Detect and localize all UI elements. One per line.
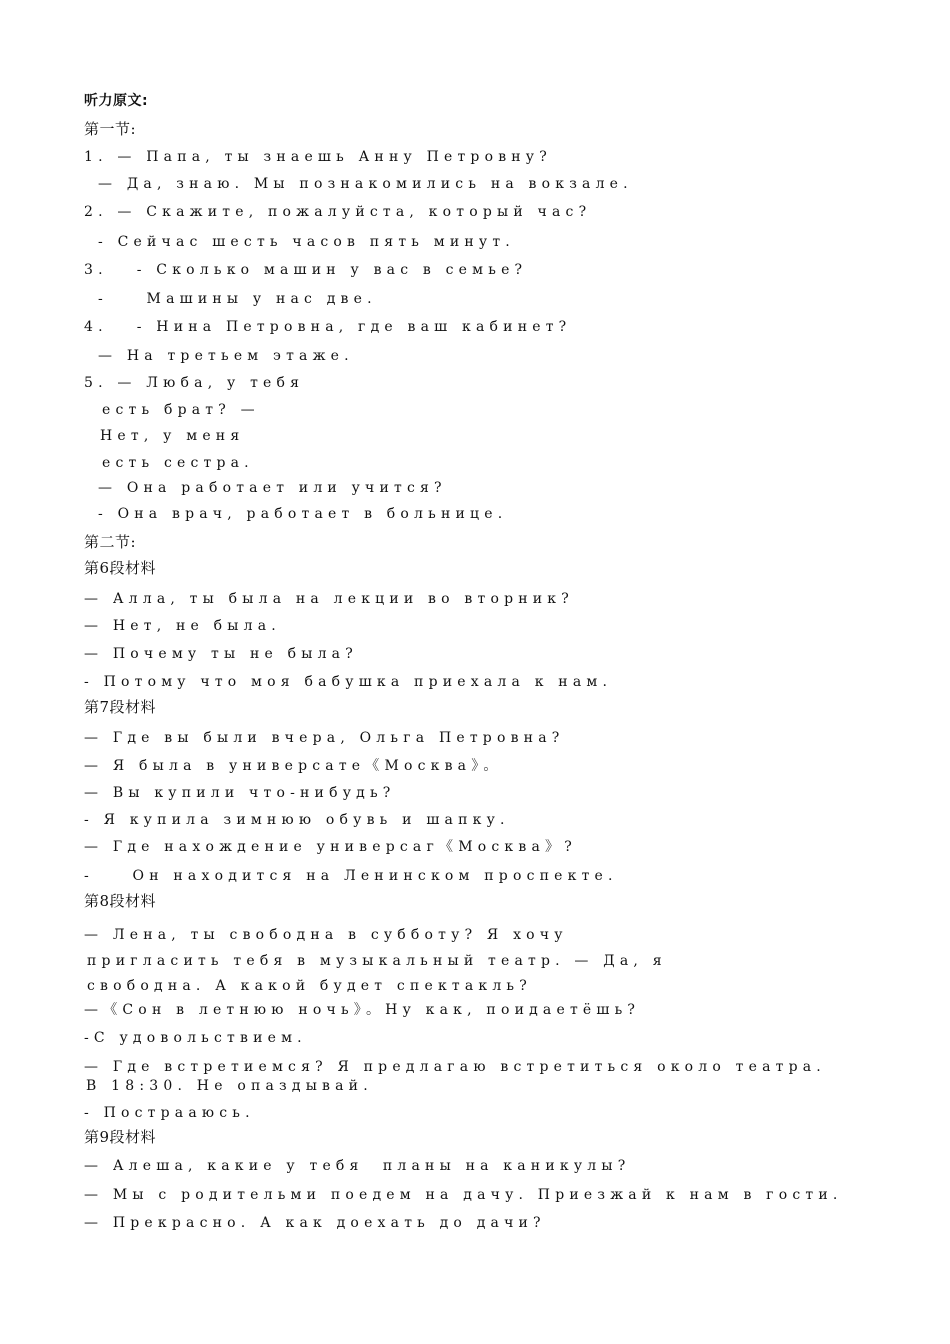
material-6-heading: 第6段材料	[84, 559, 157, 577]
dialogue-line: есть брат? —	[102, 402, 260, 418]
dialogue-line: - Я купила зимнюю обувь и шапку.	[84, 812, 510, 828]
dialogue-line: свободна. А какой будет спектакль?	[87, 978, 532, 994]
dialogue-line: — Прекрасно. А как доехать до дачи?	[84, 1215, 546, 1231]
dialogue-line: — Где встретиемся? Я предлагаю встретиться около театра.	[84, 1059, 826, 1075]
section-1-heading: 第一节:	[84, 120, 137, 138]
dialogue-line: — Алла, ты была на лекции во вторник?	[84, 591, 574, 607]
dialogue-line: - Потому что моя бабушка приехала к нам.	[84, 674, 613, 690]
document-title: 听力原文:	[84, 93, 149, 109]
dialogue-line: - Он находится на Ленинском проспекте.	[84, 868, 618, 884]
dialogue-line: — На третьем этаже.	[98, 348, 354, 364]
dialogue-line: — Где нахождение универсаг《Москва》?	[84, 839, 577, 855]
material-8-heading: 第8段材料	[84, 892, 157, 910]
dialogue-line: 2. — Скажите, пожалуйста, который час?	[84, 204, 592, 220]
dialogue-line: 4. - Нина Петровна, где ваш кабинет?	[84, 319, 572, 335]
dialogue-line: - Машины у нас две.	[98, 291, 377, 307]
dialogue-line: —《Сон в летнюю ночь》。Ну как, поидаетёшь?	[84, 1002, 641, 1018]
dialogue-line: Нет, у меня	[100, 428, 245, 444]
dialogue-line: — Мы с родительми поедем на дачу. Приезжай к нам в гости.	[84, 1187, 843, 1203]
dialogue-line: — Лена, ты свободна в субботу? Я хочу	[84, 927, 568, 943]
dialogue-line: — Почему ты не была?	[84, 646, 358, 662]
material-7-heading: 第7段材料	[84, 698, 157, 716]
dialogue-line: — Где вы были вчера, Ольга Петровна?	[84, 730, 565, 746]
dialogue-line: 1. — Папа, ты знаешь Анну Петровну?	[84, 149, 552, 165]
dialogue-line: 5. — Люба, у тебя	[84, 375, 305, 391]
dialogue-line: В 18:30. Не опаздывай.	[86, 1078, 373, 1094]
dialogue-line: 3. - Сколько машин у вас в семье?	[84, 262, 528, 278]
dialogue-line: - Пострааюсь.	[84, 1105, 255, 1121]
dialogue-line: — Да, знаю. Мы познакомились на вокзале.	[98, 176, 633, 192]
dialogue-line: — Она работает или учится?	[98, 480, 447, 496]
section-2-heading: 第二节:	[84, 533, 137, 551]
dialogue-line: есть сестра.	[102, 455, 254, 471]
dialogue-line: - Она врач, работает в больнице.	[98, 506, 508, 522]
dialogue-line: — Нет, не была.	[84, 618, 281, 634]
dialogue-line: пригласить тебя в музыкальный театр. — Да, я	[87, 953, 667, 969]
dialogue-line: — Я была в универсате《Москва》。	[84, 758, 503, 774]
material-9-heading: 第9段材料	[84, 1128, 157, 1146]
dialogue-line: -С удовольствием.	[84, 1030, 307, 1046]
dialogue-line: — Вы купили что-нибудь?	[84, 785, 396, 801]
dialogue-line: — Алеша, какие у тебя планы на каникулы?	[84, 1158, 631, 1174]
dialogue-line: - Сейчас шесть часов пять минут.	[98, 234, 515, 250]
